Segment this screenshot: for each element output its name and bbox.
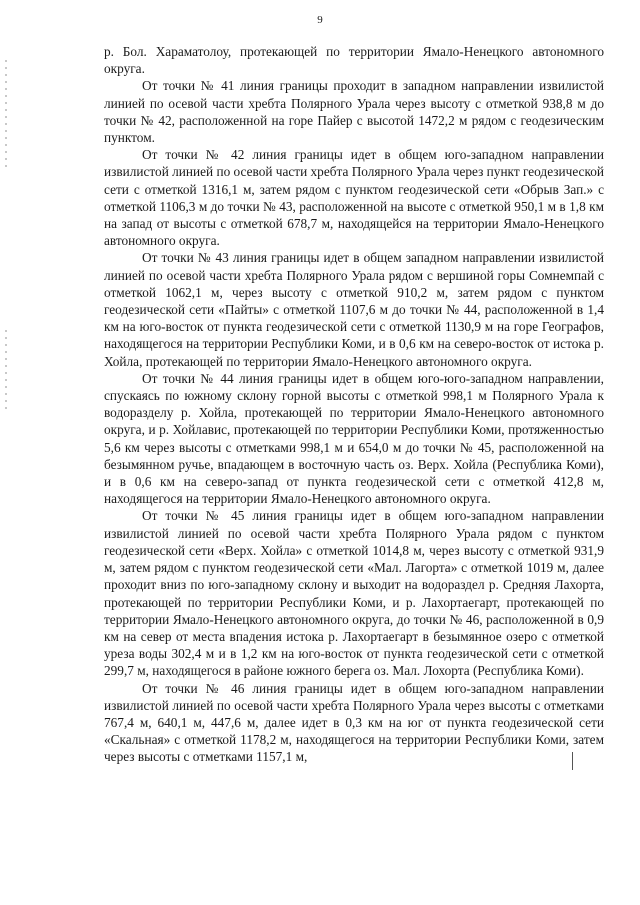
paragraph-point-41: От точки № 41 линия границы проходит в западном направлении извилистой линией по осевой части хребта Полярного Урала через высоту с отметкой 938,8 м до точки № 42, расположенной на горе Пайер с высотой 1472,2 м рядом с геодезическим пунктом. — [104, 78, 604, 146]
paragraph-point-43: От точки № 43 линия границы идет в общем западном направлении извилистой линией по осевой части хребта Полярного Урала рядом с вершиной горы Сомнемпай с отметкой 1062,1 м, через высоту с отметкой 910,2 м, затем рядом с пунктом геодезической сети «Пайты» с отметкой 1107,6 м до точки № 44, расположенной в 1,4 км на юго-восток от пункта геодезической сети с отметкой 1130,9 м на горе Географов, находящегося на территории Республики Коми, и в 0,6 км на северо-восток от истока р. Хойла, протекающей по территории Ямало-Ненецкого автономного округа. — [104, 250, 604, 369]
scan-edge-mark — [572, 752, 573, 770]
paragraph-point-42: От точки № 42 линия границы идет в общем юго-западном направлении извилистой линией по осевой части хребта Полярного Урала через пункт геодезической сети с отметкой 1316,1 м, затем рядом с пунктом геодезической сети «Обрыв Зап.» с отметкой 1106,3 м до точки № 43, расположенной на высоте с отметкой 950,1 м в 1,8 км на запад от высоты с отметкой 678,7 м, находящейся на территории Ямало-Ненецкого автономного округа. — [104, 147, 604, 249]
paragraph-continuation: р. Бол. Хараматолоу, протекающей по территории Ямало-Ненецкого автономного округа. — [104, 44, 604, 77]
document-body — [104, 43, 604, 766]
page-number: 9 — [317, 14, 323, 26]
paragraph-point-45: От точки № 45 линия границы идет в общем юго-западном направлении извилистой линией по осевой части хребта Полярного Урала рядом с пунктом геодезической сети «Верх. Хойла» с отметкой 1014,8 м, через высоту с отметкой 931,9 м, затем рядом с пунктом геодезической сети «Мал. Лагорта» с отметкой 1019 м, далее проходит вниз по юго-западному склону и выходит на водораздел р. Средняя Лахорта, протекающей по территории Республики Коми, и р. Лахортаегарт, протекающей по территории Ямало-Ненецкого автономного округа, до точки № 46, расположенной в 0,9 км на север от места впадения истока р. Лахортаегарт в безымянное озеро с отметкой уреза воды 302,4 м и в 1,2 км на юго-восток от пункта геодезической сети с отметкой 299,7 м, находящегося в районе южного берега оз. Мал. Лохорта (Республика Коми). — [104, 508, 604, 679]
paragraph-point-46: От точки № 46 линия границы идет в общем юго-западном направлении извилистой линией по осевой части хребта Полярного Урала через высоты с отметками 767,4 м, 640,1 м, 447,6 м, далее идет в 0,3 км на юг от пункта геодезической сети «Скальная» с отметкой 1178,2 м, находящегося на территории Республики Коми, затем через высоты с отметками 1157,1 м, — [104, 680, 604, 765]
scan-margin-dots — [5, 60, 7, 170]
scan-margin-dots — [5, 330, 7, 410]
paragraph-point-44: От точки № 44 линия границы идет в общем юго-юго-западном направлении, спускаясь по южному склону горной высоты с отметкой 998,1 м Полярного Урала к водоразделу р. Хойла, протекающей по территории Ямало-Ненецкого автономного округа, и р. Хойлавис, протекающей по территории Республики Коми, протяженностью 5,6 км через высоты с отметками 998,1 м и 654,0 м до точки № 45, расположенной на безымянном ручье, впадающем в восточную часть оз. Верх. Хойла (Республика Коми), и в 0,6 км на северо-запад от пункта геодезической сети с отметкой 412,8 м, находящегося на территории Ямало-Ненецкого автономного округа. — [104, 370, 604, 507]
